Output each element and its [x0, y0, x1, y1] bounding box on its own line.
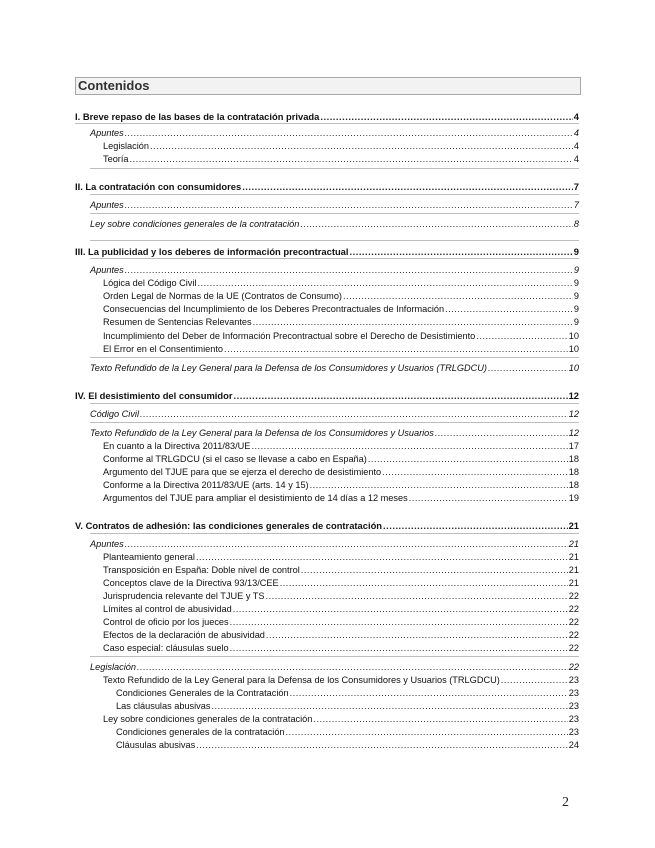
toc-entry-title: Argumentos del TJUE para ampliar el desistimiento de 14 días a 12 meses: [103, 493, 408, 503]
toc-entry-page: 21: [568, 578, 579, 588]
toc-entry[interactable]: [103, 441, 579, 452]
toc-entry[interactable]: [103, 493, 579, 504]
entry-separator: [90, 213, 579, 214]
toc-entry-title: Teoría: [103, 154, 129, 164]
toc-entry-title: V. Contratos de adhesión: las condiciones generales de contratación: [75, 520, 383, 531]
toc-entry[interactable]: [103, 154, 579, 165]
toc-entry-page: 23: [568, 714, 579, 724]
toc-leader-dots: [125, 200, 573, 211]
toc-entry-title: Las cláusulas abusivas: [116, 701, 211, 711]
toc-leader-dots: [280, 578, 568, 589]
toc-entry[interactable]: [90, 265, 579, 276]
toc-entry-page: 23: [568, 675, 579, 685]
toc-entry-title: Orden Legal de Normas de la UE (Contratos de Consumo): [103, 291, 342, 301]
toc-entry-page: 8: [573, 219, 579, 229]
toc-entry-page: 22: [568, 617, 579, 627]
toc-entry-title: Apuntes: [90, 128, 124, 138]
toc-entry-page: 18: [568, 454, 579, 464]
toc-leader-dots: [125, 128, 573, 139]
toc-entry[interactable]: [116, 701, 579, 712]
toc-entry-title: Texto Refundido de la Ley General para la Defensa de los Consumidores y Usuarios (TRLGDCU): [103, 675, 500, 685]
toc-entry-title: Cláusulas abusivas: [116, 740, 196, 750]
toc-entry-page: 23: [568, 727, 579, 737]
entry-separator: [90, 168, 579, 169]
toc-leader-dots: [242, 181, 573, 192]
toc-leader-dots: [501, 675, 568, 686]
toc-leader-dots: [301, 565, 568, 576]
toc-leader-dots: [196, 740, 568, 751]
toc-leader-dots: [313, 714, 567, 725]
toc-entry-page: 10: [568, 344, 579, 354]
toc-entry-title: Condiciones Generales de la Contratación: [116, 688, 289, 698]
toc-entry-title: Apuntes: [90, 265, 124, 275]
entry-separator: [90, 357, 579, 358]
toc-entry-title: Texto Refundido de la Ley General para la Defensa de los Consumidores y Usuarios (TRLGDCU): [90, 363, 487, 373]
toc-entry-title: El Error en el Consentimiento: [103, 344, 224, 354]
toc-leader-dots: [125, 539, 568, 550]
toc-entry-title: Lógica del Código Civil: [103, 278, 197, 288]
toc-entry[interactable]: [103, 565, 579, 576]
toc-entry[interactable]: [103, 630, 579, 641]
toc-entry-title: Planteamiento general: [103, 552, 195, 562]
toc-entry[interactable]: [103, 604, 579, 615]
toc-entry[interactable]: [90, 363, 579, 374]
toc-entry-title: Argumento del TJUE para que se ejerza el derecho de desistimiento: [103, 467, 382, 477]
entry-separator: [75, 123, 579, 124]
toc-entry-page: 4: [573, 111, 579, 122]
toc-entry[interactable]: [103, 552, 579, 563]
toc-leader-dots: [130, 154, 573, 165]
toc-leader-dots: [196, 552, 568, 563]
toc-entry[interactable]: [75, 246, 579, 257]
toc-entry-page: 12: [568, 428, 579, 438]
toc-entry[interactable]: [75, 111, 579, 122]
toc-entry-page: 21: [568, 539, 579, 549]
toc-entry[interactable]: [103, 291, 579, 302]
toc-entry[interactable]: [103, 714, 579, 725]
toc-entry-page: 12: [568, 390, 579, 401]
toc-entry-title: En cuanto a la Directiva 2011/83/UE: [103, 441, 251, 451]
toc-entry-title: Ley sobre condiciones generales de la contratación: [90, 219, 300, 229]
toc-entry-page: 21: [568, 552, 579, 562]
toc-entry[interactable]: [103, 317, 579, 328]
toc-entry[interactable]: [103, 591, 579, 602]
toc-entry-page: 22: [568, 604, 579, 614]
toc-entry-page: 9: [573, 291, 579, 301]
toc-entry[interactable]: [103, 304, 579, 315]
toc-entry-page: 22: [568, 591, 579, 601]
toc-entry[interactable]: [75, 390, 579, 401]
toc-leader-dots: [435, 428, 568, 439]
toc-leader-dots: [251, 441, 567, 452]
toc-leader-dots: [320, 111, 572, 122]
toc-entry-page: 7: [573, 181, 579, 192]
toc-leader-dots: [476, 331, 567, 342]
toc-entry-title: Consecuencias del Incumplimiento de los Deberes Precontractuales de Información: [103, 304, 445, 314]
toc-leader-dots: [409, 493, 568, 504]
toc-entry[interactable]: [103, 278, 579, 289]
toc-entry-title: Control de oficio por los jueces: [103, 617, 229, 627]
toc-entry[interactable]: [103, 643, 579, 654]
toc-entry-page: 21: [568, 565, 579, 575]
toc-entry-page: 10: [568, 331, 579, 341]
toc-entry[interactable]: [103, 578, 579, 589]
toc-entry-page: 9: [573, 265, 579, 275]
toc-leader-dots: [266, 630, 568, 641]
toc-entry-title: III. La publicidad y los deberes de información precontractual: [75, 246, 349, 257]
toc-entry-page: 22: [568, 643, 579, 653]
toc-entry-title: Efectos de la declaración de abusividad: [103, 630, 265, 640]
toc-entry[interactable]: [103, 675, 579, 686]
toc-entry[interactable]: [116, 727, 579, 738]
toc-entry-title: II. La contratación con consumidores: [75, 181, 242, 192]
toc-leader-dots: [224, 344, 568, 355]
toc-entry[interactable]: [103, 141, 579, 152]
toc-entry-title: Legislación: [90, 662, 136, 672]
toc-leader-dots: [234, 390, 568, 401]
toc-entry[interactable]: [75, 520, 579, 531]
toc-entry[interactable]: [90, 128, 579, 139]
toc-entry-title: Límites al control de abusividad: [103, 604, 232, 614]
toc-leader-dots: [150, 141, 573, 152]
toc-leader-dots: [343, 291, 573, 302]
toc-leader-dots: [266, 591, 568, 602]
toc-leader-dots: [382, 467, 568, 478]
toc-leader-dots: [197, 278, 572, 289]
toc-entry[interactable]: [90, 539, 579, 550]
toc-entry[interactable]: [90, 200, 579, 211]
toc-entry[interactable]: [103, 344, 579, 355]
toc-entry-page: 9: [573, 304, 579, 314]
toc-entry-page: 12: [568, 409, 579, 419]
toc-entry-title: Incumplimiento del Deber de Información Precontractual sobre el Derecho de Desistimiento: [103, 331, 476, 341]
toc-entry[interactable]: [116, 740, 579, 751]
toc-entry-page: 4: [573, 154, 579, 164]
toc-entry-page: 21: [568, 520, 579, 531]
toc-leader-dots: [290, 688, 568, 699]
toc-leader-dots: [230, 643, 568, 654]
toc-leader-dots: [233, 604, 568, 615]
toc-entry-title: Caso especial: cláusulas suelo: [103, 643, 229, 653]
toc-entry-title: Condiciones generales de la contratación: [116, 727, 285, 737]
toc-entry[interactable]: [90, 409, 579, 420]
toc-entry-title: Ley sobre condiciones generales de la contratación: [103, 714, 313, 724]
toc-entry[interactable]: [116, 688, 579, 699]
toc-entry-title: Código Civil: [90, 409, 140, 419]
toc-entry-title: Legislación: [103, 141, 149, 151]
toc-heading-box: [75, 77, 581, 95]
toc-entry-title: Conforme al TRLGDCU (si el caso se llevase a cabo en España): [103, 454, 367, 464]
toc-entry-page: 22: [568, 630, 579, 640]
toc-entry-page: 4: [573, 128, 579, 138]
toc-entry[interactable]: [103, 480, 579, 491]
toc-heading: Contenidos: [78, 78, 150, 93]
toc-entry[interactable]: [103, 331, 579, 342]
toc-entry-title: Conforme a la Directiva 2011/83/UE (arts. 14 y 15): [103, 480, 309, 490]
toc-entry-title: Apuntes: [90, 200, 124, 210]
toc-entry[interactable]: [75, 181, 579, 192]
toc-leader-dots: [368, 454, 568, 465]
toc-entry-title: Resumen de Sentencias Relevantes: [103, 317, 252, 327]
toc-entry-page: 4: [573, 141, 579, 151]
toc-leader-dots: [383, 520, 568, 531]
toc-leader-dots: [137, 662, 568, 673]
toc-leader-dots: [140, 409, 568, 420]
entry-separator: [90, 422, 579, 423]
entry-separator: [90, 240, 579, 241]
toc-entry[interactable]: [90, 219, 579, 230]
entry-separator: [90, 533, 579, 534]
toc-entry-title: I. Breve repaso de las bases de la contratación privada: [75, 111, 320, 122]
toc-entry[interactable]: [90, 428, 579, 439]
toc-entry[interactable]: [103, 454, 579, 465]
toc-entry-page: 23: [568, 688, 579, 698]
toc-leader-dots: [286, 727, 568, 738]
toc-entry-page: 9: [573, 317, 579, 327]
toc-leader-dots: [310, 480, 568, 491]
toc-entry-title: Texto Refundido de la Ley General para la Defensa de los Consumidores y Usuarios: [90, 428, 434, 438]
toc-entry-page: 18: [568, 467, 579, 477]
toc-leader-dots: [125, 265, 573, 276]
toc-entry[interactable]: [103, 467, 579, 478]
toc-leader-dots: [211, 701, 567, 712]
toc-entry-title: IV. El desistimiento del consumidor: [75, 390, 233, 401]
toc-entry-title: Conceptos clave de la Directiva 93/13/CEE: [103, 578, 279, 588]
toc-entry-page: 19: [568, 493, 579, 503]
toc-entry-page: 7: [573, 200, 579, 210]
toc-leader-dots: [488, 363, 568, 374]
toc-entry-title: Apuntes: [90, 539, 124, 549]
toc-entry-title: Jurisprudencia relevante del TJUE y TS: [103, 591, 265, 601]
toc-entry-page: 17: [568, 441, 579, 451]
toc-entry-title: Transposición en España: Doble nivel de control: [103, 565, 300, 575]
entry-separator: [90, 403, 579, 404]
entry-separator: [90, 656, 579, 657]
toc-entry-page: 9: [573, 246, 579, 257]
toc-entry-page: 9: [573, 278, 579, 288]
entry-separator: [90, 258, 579, 259]
toc-leader-dots: [445, 304, 573, 315]
toc-entry-page: 18: [568, 480, 579, 490]
toc-entry-page: 10: [568, 363, 579, 373]
toc-entry[interactable]: [90, 662, 579, 673]
toc-entry[interactable]: [103, 617, 579, 628]
page-number: 2: [562, 795, 569, 810]
toc-entry-page: 24: [568, 740, 579, 750]
entry-separator: [90, 194, 579, 195]
toc-leader-dots: [230, 617, 568, 628]
toc-entry-page: 22: [568, 662, 579, 672]
toc-entry-page: 23: [568, 701, 579, 711]
toc-leader-dots: [300, 219, 572, 230]
toc-leader-dots: [253, 317, 573, 328]
toc-leader-dots: [350, 246, 573, 257]
